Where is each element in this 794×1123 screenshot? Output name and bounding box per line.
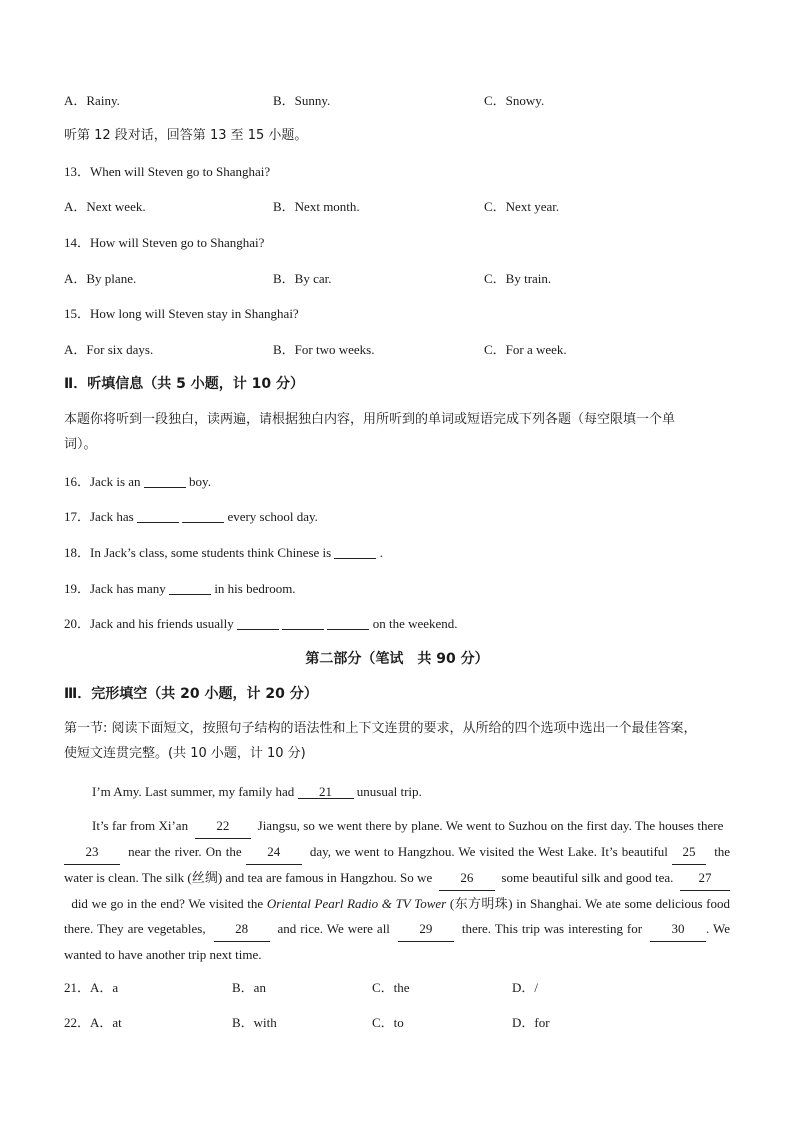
q18-text-b: . bbox=[379, 545, 383, 560]
passage-p2-text-j: there. This trip was interesting for bbox=[461, 921, 643, 936]
q18-blank[interactable] bbox=[334, 546, 376, 559]
q20-blank-2[interactable] bbox=[282, 617, 324, 630]
section2-title: Ⅱ．听填信息（共 5 小题，计 10 分） bbox=[64, 376, 304, 392]
blank-22[interactable]: 22 bbox=[195, 813, 251, 839]
passage-p2-text-b: Jiangsu, so we went there by plane. We went to Suzhou on the first day. The houses there bbox=[257, 818, 724, 833]
q14-option-c: C．By train. bbox=[484, 271, 552, 286]
passage-p1-text-b: unusual trip. bbox=[356, 784, 422, 799]
q15-stem: 15．How long will Steven stay in Shanghai? bbox=[64, 306, 299, 321]
q22-option-b: B．with bbox=[232, 1015, 277, 1030]
q20-line bbox=[64, 617, 458, 630]
passage-p2-text-i: and rice. We were all bbox=[277, 921, 390, 936]
q15-option-a: A．For six days. bbox=[64, 342, 154, 357]
passage-p2-text-k: . We wanted to have another trip next time. bbox=[64, 921, 731, 962]
q15-option-b: B．For two weeks. bbox=[273, 342, 375, 357]
blank-28[interactable]: 28 bbox=[214, 916, 270, 942]
q16-text-a: 16．Jack is an bbox=[64, 474, 141, 489]
blank-27[interactable]: 27 bbox=[680, 865, 730, 891]
section3-instruction-line2: 使短文连贯完整。(共 10 小题，计 10 分) bbox=[64, 746, 306, 761]
q19-text-a: 19．Jack has many bbox=[64, 581, 166, 596]
q14-option-b: B．By car. bbox=[273, 271, 332, 286]
passage-p2-text-f: some beautiful silk and good tea. bbox=[501, 870, 674, 885]
q16-text-b: boy. bbox=[189, 474, 211, 489]
q20-blank-1[interactable] bbox=[237, 617, 279, 630]
q22-option-d: D．for bbox=[512, 1015, 550, 1030]
section2-instruction-line2: 词）。 bbox=[64, 437, 97, 452]
q19-text-b: in his bedroom. bbox=[214, 581, 296, 596]
q13-stem: 13．When will Steven go to Shanghai? bbox=[64, 164, 271, 179]
q22-option-a: 22．A．at bbox=[64, 1015, 122, 1030]
q22-option-c: C．to bbox=[372, 1015, 404, 1030]
blank-25[interactable]: 25 bbox=[672, 839, 706, 865]
section3-title: Ⅲ．完形填空（共 20 小题，计 20 分） bbox=[64, 686, 318, 702]
blank-26[interactable]: 26 bbox=[439, 865, 495, 891]
q12-option-b: B．Sunny. bbox=[273, 93, 331, 108]
q12-option-a: A．Rainy. bbox=[64, 93, 120, 108]
q15-option-c: C．For a week. bbox=[484, 342, 567, 357]
q13-option-b: B．Next month. bbox=[273, 199, 360, 214]
passage-p2-text-h: (东方明珠) in Shanghai. We ate some delicious food there. They are vegetables, bbox=[64, 896, 731, 936]
blank-21[interactable]: 21 bbox=[298, 785, 354, 799]
q17-text-a: 17．Jack has bbox=[64, 509, 134, 524]
blank-30[interactable]: 30 bbox=[650, 916, 706, 942]
q21-option-d: D．/ bbox=[512, 980, 539, 995]
passage-p2-text-d: day, we went to Hangzhou. We visited the West Lake. It’s beautiful bbox=[309, 844, 668, 859]
dialogue12-instruction: 听第 12 段对话，回答第 13 至 15 小题。 bbox=[64, 128, 308, 143]
q21-option-b: B．an bbox=[232, 980, 266, 995]
blank-23[interactable]: 23 bbox=[64, 839, 120, 865]
q19-blank[interactable] bbox=[169, 582, 211, 595]
q16-line bbox=[64, 475, 211, 488]
passage-p2-text-e: the water is clean. The silk (丝绸) and tea are famous in Hangzhou. So we bbox=[64, 844, 731, 885]
q14-option-a: A．By plane. bbox=[64, 271, 137, 286]
oriental-pearl-tower-name: Oriental Pearl Radio & TV Tower bbox=[266, 896, 447, 911]
passage-paragraph-2 bbox=[64, 813, 730, 967]
part2-title: 第二部分（笔试 共 90 分） bbox=[305, 651, 489, 667]
q17-blank-2[interactable] bbox=[182, 510, 224, 523]
q21-option-c: C．the bbox=[372, 980, 410, 995]
q20-text-b: on the weekend. bbox=[372, 616, 458, 631]
q20-text-a: 20．Jack and his friends usually bbox=[64, 616, 234, 631]
q17-line bbox=[64, 510, 318, 523]
q16-blank[interactable] bbox=[144, 475, 186, 488]
q14-stem: 14．How will Steven go to Shanghai? bbox=[64, 235, 265, 250]
blank-24[interactable]: 24 bbox=[246, 839, 302, 865]
section2-instruction-line1: 本题你将听到一段独白，读两遍，请根据独白内容，用所听到的单词或短语完成下列各题（每空限填一个单 bbox=[64, 412, 676, 427]
q17-blank-1[interactable] bbox=[137, 510, 179, 523]
q20-blank-3[interactable] bbox=[327, 617, 369, 630]
section3-instruction-line1: 第一节: 阅读下面短文，按照句子结构的语法性和上下文连贯的要求，从所给的四个选项中选出一个最佳答案， bbox=[64, 721, 697, 736]
q12-option-c: C．Snowy. bbox=[484, 93, 545, 108]
q17-text-b: every school day. bbox=[227, 509, 318, 524]
passage-paragraph-1 bbox=[92, 785, 422, 799]
q18-line bbox=[64, 546, 383, 559]
q19-line bbox=[64, 582, 296, 595]
q18-text-a: 18．In Jack’s class, some students think Chinese is bbox=[64, 545, 332, 560]
passage-p2-text-a: It’s far from Xi’an bbox=[92, 818, 189, 833]
q13-option-c: C．Next year. bbox=[484, 199, 560, 214]
q13-option-a: A．Next week. bbox=[64, 199, 146, 214]
passage-p1-text-a: I’m Amy. Last summer, my family had bbox=[92, 784, 295, 799]
passage-p2-text-g: did we go in the end? We visited the bbox=[71, 896, 264, 911]
q21-option-a: 21．A．a bbox=[64, 980, 119, 995]
blank-29[interactable]: 29 bbox=[398, 916, 454, 942]
passage-p2-text-c: near the river. On the bbox=[128, 844, 242, 859]
